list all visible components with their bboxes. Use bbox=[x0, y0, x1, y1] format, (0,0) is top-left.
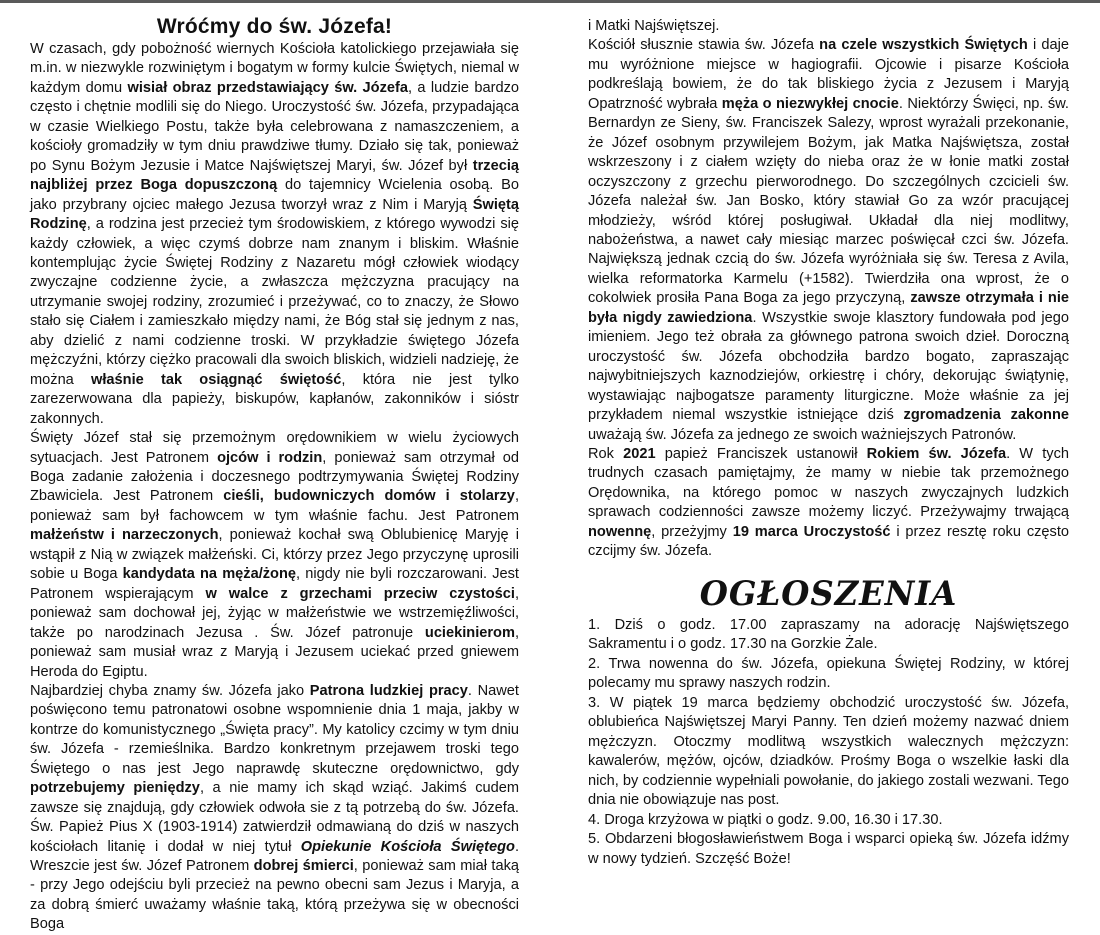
text-run: , nigdy nie byli rozczarowani. Jest Patronem wspierającym bbox=[30, 566, 519, 602]
text-run: . Niektórzy Święci, np. św. Bernardyn ze Sieny, św. Franciszek Salezy, wprost wyrażali przekonanie, że Józef osobnym przywilejem Bożym, jak Matka Najświętsza, został wskrzeszony i z ciałem wzięty do nieba oraz że w łonie matki został oczyszczony z grzechu pierworodnego. Do szczególnych czcicieli św. Józefa należał św. Jan Bosko, który stawiał Go za wzór pracującej młodzieży, wśród której posługiwał. Układał dla niej modlitwy, nabożeństwa, a nawet cały miesiąc marzec poświęcał czci św. Józefa. Największą jednak czcią do św. Józefa wyróżniała się św. Teresa z Avila, wielka reformatorka Karmelu (+1582). Twierdziła ona wprost, że o cokolwiek prosiła Pana Boga za jego przyczyną, bbox=[588, 95, 1069, 307]
text-run: , ponieważ sam był fachowcem w tym właśnie fachu. Jest Patronem bbox=[30, 488, 519, 524]
article-paragraph bbox=[30, 429, 519, 682]
text-run: Święty Józef stał się przemożnym orędownikiem w wielu życiowych sytuacjach. Jest Patronem bbox=[30, 430, 519, 466]
announcement-item: 5. Obdarzeni błogosławieństwem Boga i wsparci opieką św. Józefa idźmy w nowy tydzień. Szczęść Boże! bbox=[588, 831, 1069, 867]
text-run: Rok bbox=[588, 445, 624, 462]
text-run: , która nie jest tylko zarezerwowana dla papieży, biskupów, kapłanów, zakonników i sióstr zakonnych. bbox=[30, 371, 519, 427]
article-paragraph bbox=[30, 40, 519, 429]
emphasis-bold: potrzebujemy pieniędzy bbox=[30, 780, 200, 797]
emphasis-bold: zawsze otrzymała i nie była nigdy zawiedziona bbox=[588, 290, 1069, 326]
emphasis-bold: Świętą Rodzinę bbox=[30, 196, 519, 233]
text-run: , a nie mamy ich skąd wziąć. Jakimś cudem zawsze się znajdują, gdy człowiek odwoła sie z tą potrzebą do św. Józefa. Św. Papież Pius X (1903-1914) zatwierdził odmawianą do dziś w naszych kościołach litanię i dodał w niej tytuł bbox=[30, 780, 519, 855]
text-run: . Nawet poświęcono temu patronatowi osobne wspomnienie dnia 1 maja, jakby w kontrze do komunistycznego „Święta pracy”. My katolicy czcimy w tym dniu św. Józefa - rzemieślnika. Bardzo konkretnym przejawem troski tego Świętego o nas jest Jego naprawdę skuteczne orędownictwo, gdy bbox=[30, 682, 519, 777]
emphasis-bold: ojców i rodzin bbox=[217, 449, 323, 466]
emphasis-bold: zgromadzenia zakonne bbox=[903, 407, 1069, 424]
announcement-item: 3. W piątek 19 marca będziemy obchodzić uroczystość św. Józefa, oblubieńca Najświętszej Maryi Panny. Ten dzień możemy nazwać dniem mężczyzn. Otoczmy modlitwą wszystkich walecznych mężczyzn: kawalerów, mężów, ojców, dziadków. Prośmy Boga o wszelkie łaski dla nich, by codziennie wypełniali powołanie, do jakiego zostali wezwani. Tego dnia nie obowiązuje nas post. bbox=[588, 694, 1069, 809]
right-column bbox=[588, 0, 1069, 869]
text-run: , ponieważ sam dochował jej, żyjąc w małżeństwie we wstrzemięźliwości, także po narodzinach Jezusa . Św. Józef patronuje bbox=[30, 585, 519, 641]
announcements-list bbox=[588, 616, 1069, 870]
emphasis-bold: dobrej śmierci bbox=[253, 858, 354, 875]
text-run: W czasach, gdy pobożność wiernych Kościoła katolickiego przejawiała się m.in. w niezwykle rozwiniętym i bogatym w formy kulcie Świętych, niemal w każdym domu bbox=[30, 41, 519, 96]
announcement-item: 1. Dziś o godz. 17.00 zapraszamy na adorację Najświętszego Sakramentu i o godz. 17.30 na Gorzkie Żale. bbox=[588, 616, 1069, 653]
emphasis-bold: 2021 bbox=[623, 445, 656, 462]
text-run: , ponieważ kochał swą Oblubienicę Maryję i wstąpił z Nią w związek małżeński. Ci, którzy przez Jego przyczynę uprosili sobie u Boga bbox=[30, 527, 519, 583]
text-run: , a rodzina jest przecież tym środowiskiem, z którego wywodzi się każdy człowiek, a więc czymś dobrze nam znanym i bliskim. Właśnie kontemplując życie Świętej Rodziny z Nazaretu mógł człowiek wiodący zwyczajne codzienne życie, a zwłaszcza mężczyzna pracujący na utrzymanie swojej rodziny, zrozumieć i przeżywać, co to znaczy, że Słowo stało się Ciałem i zamieszkało między nami, że Bóg stał się jednym z nas, aby dzielić z nami codzienne troski. W przykładzie świętego Józefa mężczyźni, którzy ciężko pracowali dla swoich bliskich, widzieli nadzieję, że można bbox=[30, 216, 519, 388]
text-run: , ponieważ sam otrzymał od Boga zadanie założenia i doczesnego podtrzymywania Świętej Rodziny Zbawiciela. Jest Patronem bbox=[30, 449, 519, 505]
emphasis-bold: męża o niezwykłej cnocie bbox=[721, 95, 899, 112]
emphasis-bold: cieśli, budowniczych domów i stolarzy bbox=[223, 488, 515, 505]
announcement-item: 4. Droga krzyżowa w piątki o godz. 9.00, 16.30 i 17.30. bbox=[588, 811, 943, 828]
emphasis-bold: właśnie tak osiągnąć świętość bbox=[91, 371, 342, 388]
emphasis-bold: na czele wszystkich Świętych bbox=[819, 37, 1028, 54]
text-run: Kościół słusznie stawia św. Józefa bbox=[588, 37, 820, 54]
text-run: , ponieważ sam musiał wraz z Maryją i Jezusem uciekać przed gniewem Heroda do Egiptu. bbox=[30, 624, 519, 680]
article-paragraph bbox=[588, 36, 1069, 445]
emphasis-bold: kandydata na męża/żonę bbox=[122, 566, 296, 583]
announcement-item: 2. Trwa nowenna do św. Józefa, opiekuna Świętej Rodziny, w której polecamy mu sprawy naszych rodzin. bbox=[588, 655, 1069, 692]
emphasis-bold: nowennę bbox=[588, 523, 652, 540]
text-run: Najbardziej chyba znamy św. Józefa jako bbox=[30, 682, 310, 699]
emphasis-bold: uciekinierom bbox=[424, 624, 515, 641]
text-run: , przeżyjmy bbox=[651, 523, 733, 540]
emphasis-bold: Rokiem św. Józefa bbox=[866, 445, 1007, 462]
article-paragraph bbox=[588, 17, 1069, 36]
text-run: do tajemnicy Wcielenia osobą. Bo jako przybrany ojciec małego Jezusa tworzył wraz z Nim i Maryją bbox=[30, 177, 519, 213]
emphasis-bold: wisiał obraz przedstawiający św. Józefa bbox=[127, 79, 408, 96]
emphasis-bold-italic: Opiekunie Kościoła Świętego bbox=[300, 838, 515, 855]
emphasis-bold: małżeństw i narzeczonych bbox=[30, 527, 219, 544]
article-paragraph bbox=[588, 445, 1069, 562]
text-run: i daje mu wyróżnione miejsce w hagiografii. Ojcowie i pisarze Kościoła podkreślają bowiem, że do tak bliskiego życia z Jezusem i Maryją Opatrzność wybrała bbox=[588, 37, 1069, 112]
emphasis-bold: Patrona ludzkiej pracy bbox=[309, 682, 468, 699]
left-column bbox=[30, 0, 519, 935]
text-run: , a ludzie bardzo często i chętnie modlili się do Niego. Uroczystość św. Józefa, przypadająca w czasie Wielkiego Postu, także była celebrowana z namaszczeniem, a kościoły gromadziły w tym dniu prawdziwe tłumy. Działo się tak, ponieważ po Synu Bożym Jezusie i Matce Najświętszej Maryi, św. Józef był bbox=[30, 79, 519, 174]
text-run: . Wreszcie jest św. Józef Patronem bbox=[30, 838, 519, 875]
text-run: , ponieważ sam miał taką - przy Jego odejściu byli przecież na pewno obecni sam Jezus i Maryja, a za dobrą śmierć uważamy właśnie taką, którą przeżywa się w obecności Boga bbox=[30, 858, 519, 933]
article-paragraph bbox=[30, 682, 519, 935]
text-run: i Matki Najświętszej. bbox=[588, 18, 720, 34]
announcements-title: OGŁOSZENIA bbox=[699, 573, 958, 614]
text-run: papież Franciszek ustanowił bbox=[655, 445, 867, 462]
text-run: . W tych trudnych czasach pamiętajmy, że mamy w niebie tak przemożnego Orędownika, na którego pomoc w naszych zwyczajnych ludzkich sprawach codzienności zawsze możemy liczyć. Przeżywajmy trwającą bbox=[588, 445, 1070, 521]
emphasis-bold: w walce z grzechami przeciw czystości bbox=[205, 585, 515, 602]
text-run: uważają św. Józefa za jednego ze swoich ważniejszych Patronów. bbox=[588, 426, 1017, 443]
emphasis-bold: trzecią najbliżej przez Boga dopuszczoną bbox=[30, 157, 519, 194]
article-title: Wróćmy do św. Józefa! bbox=[156, 15, 393, 38]
text-run: i przez resztę roku często czcijmy św. Józefa. bbox=[588, 523, 1070, 560]
emphasis-bold: 19 marca Uroczystość bbox=[732, 523, 891, 540]
text-run: . Wszystkie swoje klasztory fundowała pod jego imieniem. Jego też obrała za głównego patrona swoich dzieł. Doroczną uroczystość św. Józefa obchodziła bardzo bogato, zapraszając najwybitniejszych kaznodziejów, orkiestrę i chóry, dekorując świątynię, wystawiając najbogatsze paramenty liturgiczne. Może właśnie za jej przykładem niemal wszystkie istniejące dziś bbox=[588, 309, 1070, 424]
